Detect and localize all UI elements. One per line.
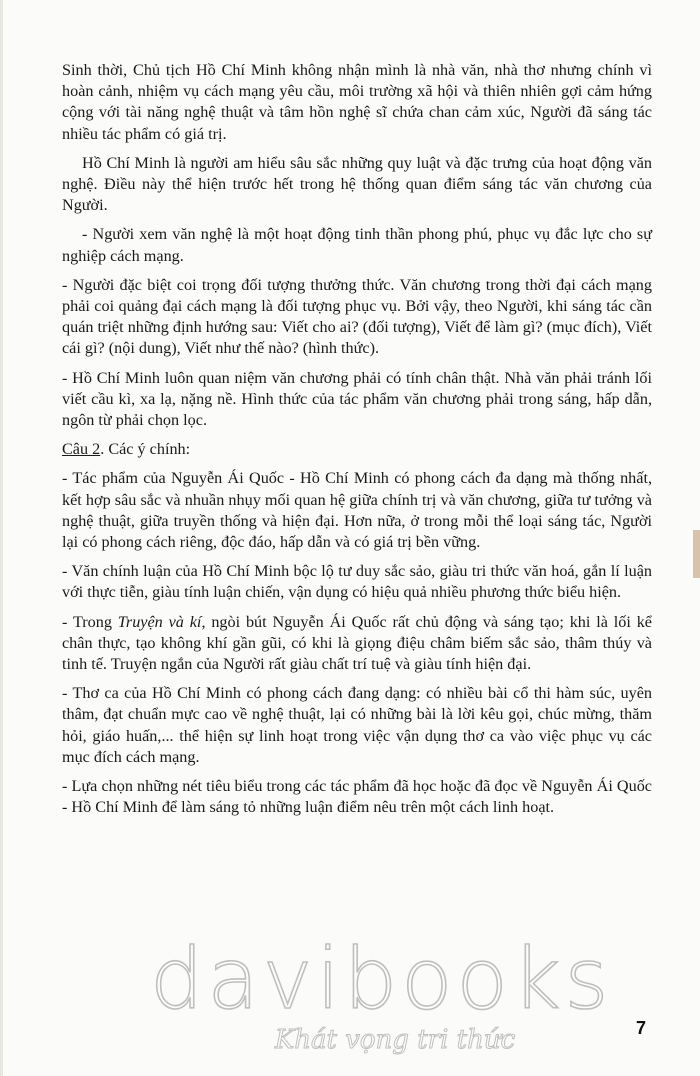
- paragraph-point-3: - Hồ Chí Minh luôn quan niệm văn chương phải có tính chân thật. Nhà văn phải tránh lối viết cầu kì, xa lạ, nặng nề. Hình thức của tác phẩm văn chương phải trong sáng, hấp dẫn, ngôn từ phải chọn lọc.: [62, 368, 652, 430]
- question-2-label: Câu 2: [62, 440, 101, 459]
- paragraph-intro: Sinh thời, Chủ tịch Hồ Chí Minh không nhận mình là nhà văn, nhà thơ nhưng chính vì hoàn cảnh, nhiệm vụ cách mạng yêu cầu, môi trường xã hội và thiên nhiên gợi cảm hứng cộng với tài năng nghệ thuật và tâm hồn nghệ sĩ chứa chan cảm xúc, Người đã sáng tác nhiều tác phẩm có giá trị.: [62, 61, 652, 143]
- question-2-heading: [62, 439, 652, 460]
- stories-post: , ngòi bút Nguyễn Ái Quốc rất chủ động và sáng tạo; khi là lối kể chân thực, tạo không khí gần gũi, có khi là giọng điệu châm biếm sắc sảo, thâm thúy và tinh tế. Truyện ngắn của Người rất giàu chất trí tuệ và giàu tính hiện đại.: [62, 612, 652, 674]
- paragraph-point-2: - Người đặc biệt coi trọng đối tượng thưởng thức. Văn chương trong thời đại cách mạng phải coi quảng đại cách mạng là đối tượng phục vụ. Bởi vậy, theo Người, khi sáng tác cần quán triệt những định hướng sau: Viết cho ai? (đối tượng), Viết để làm gì? (mục đích), Viết cái gì? (nội dung), Viết như thế nào? (hình thức).: [62, 275, 652, 358]
- page-edge-mark: [693, 530, 700, 578]
- paragraph-viewpoint: Hồ Chí Minh là người am hiểu sâu sắc những quy luật và đặc trưng của hoạt động văn nghệ. Điều này thể hiện trước hết trong hệ thống quan điểm sáng tác văn chương của Người.: [62, 153, 652, 215]
- paragraph-point-1: - Người xem văn nghệ là một hoạt động tinh thần phong phú, phục vụ đắc lực cho sự nghiệp cách mạng.: [62, 225, 652, 265]
- stories-title: Truyện và kí: [117, 612, 202, 631]
- question-2-rest: . Các ý chính:: [100, 440, 191, 459]
- stories-pre: - Trong: [62, 612, 118, 631]
- page-number: 7: [636, 1018, 647, 1038]
- paragraph-style: - Tác phẩm của Nguyễn Ái Quốc - Hồ Chí Minh có phong cách đa dạng mà thống nhất, kết hợp sâu sắc và nhuần nhụy mối quan hệ giữa chính trị và văn chương, giữa tư tưởng và nghệ thuật, giữa truyền thống và hiện đại. Hơn nữa, ở trong mỗi thể loại sáng tác, Người lại có phong cách riêng, độc đáo, hấp dẫn và có giá trị bền vững.: [62, 469, 652, 552]
- paragraph-stories: [62, 612, 652, 676]
- watermark-slogan: Khát vọng tri thức: [274, 1025, 516, 1055]
- watermark-brand: davibooks: [150, 930, 613, 1028]
- paragraph-poetry: - Thơ ca của Hồ Chí Minh có phong cách đang dạng: có nhiều bài cổ thi hàm súc, uyên thâm, đạt chuẩn mực cao về nghệ thuật, lại có những bài là lời kêu gọi, chúc mừng, thăm hỏi, giáo huấn,... thể hiện sự linh hoạt trong việc vận dụng thơ ca vào việc phục vụ các mục đích cách mạng.: [62, 684, 652, 766]
- body-text: [62, 60, 652, 827]
- paragraph-political-prose: - Văn chính luận của Hồ Chí Minh bộc lộ tư duy sắc sảo, giàu tri thức văn hoá, gắn lí luận với thực tiễn, giàu tính luận chiến, vận dụng có hiệu quả nhiều phương thức biểu hiện.: [62, 562, 652, 602]
- page-edge-shadow: [0, 0, 3, 1076]
- paragraph-conclusion: - Lựa chọn những nét tiêu biểu trong các tác phẩm đã học hoặc đã đọc về Nguyễn Ái Quốc - Hồ Chí Minh để làm sáng tỏ những luận điểm nêu trên một cách linh hoạt.: [62, 777, 652, 817]
- publisher-watermark: [150, 930, 613, 1055]
